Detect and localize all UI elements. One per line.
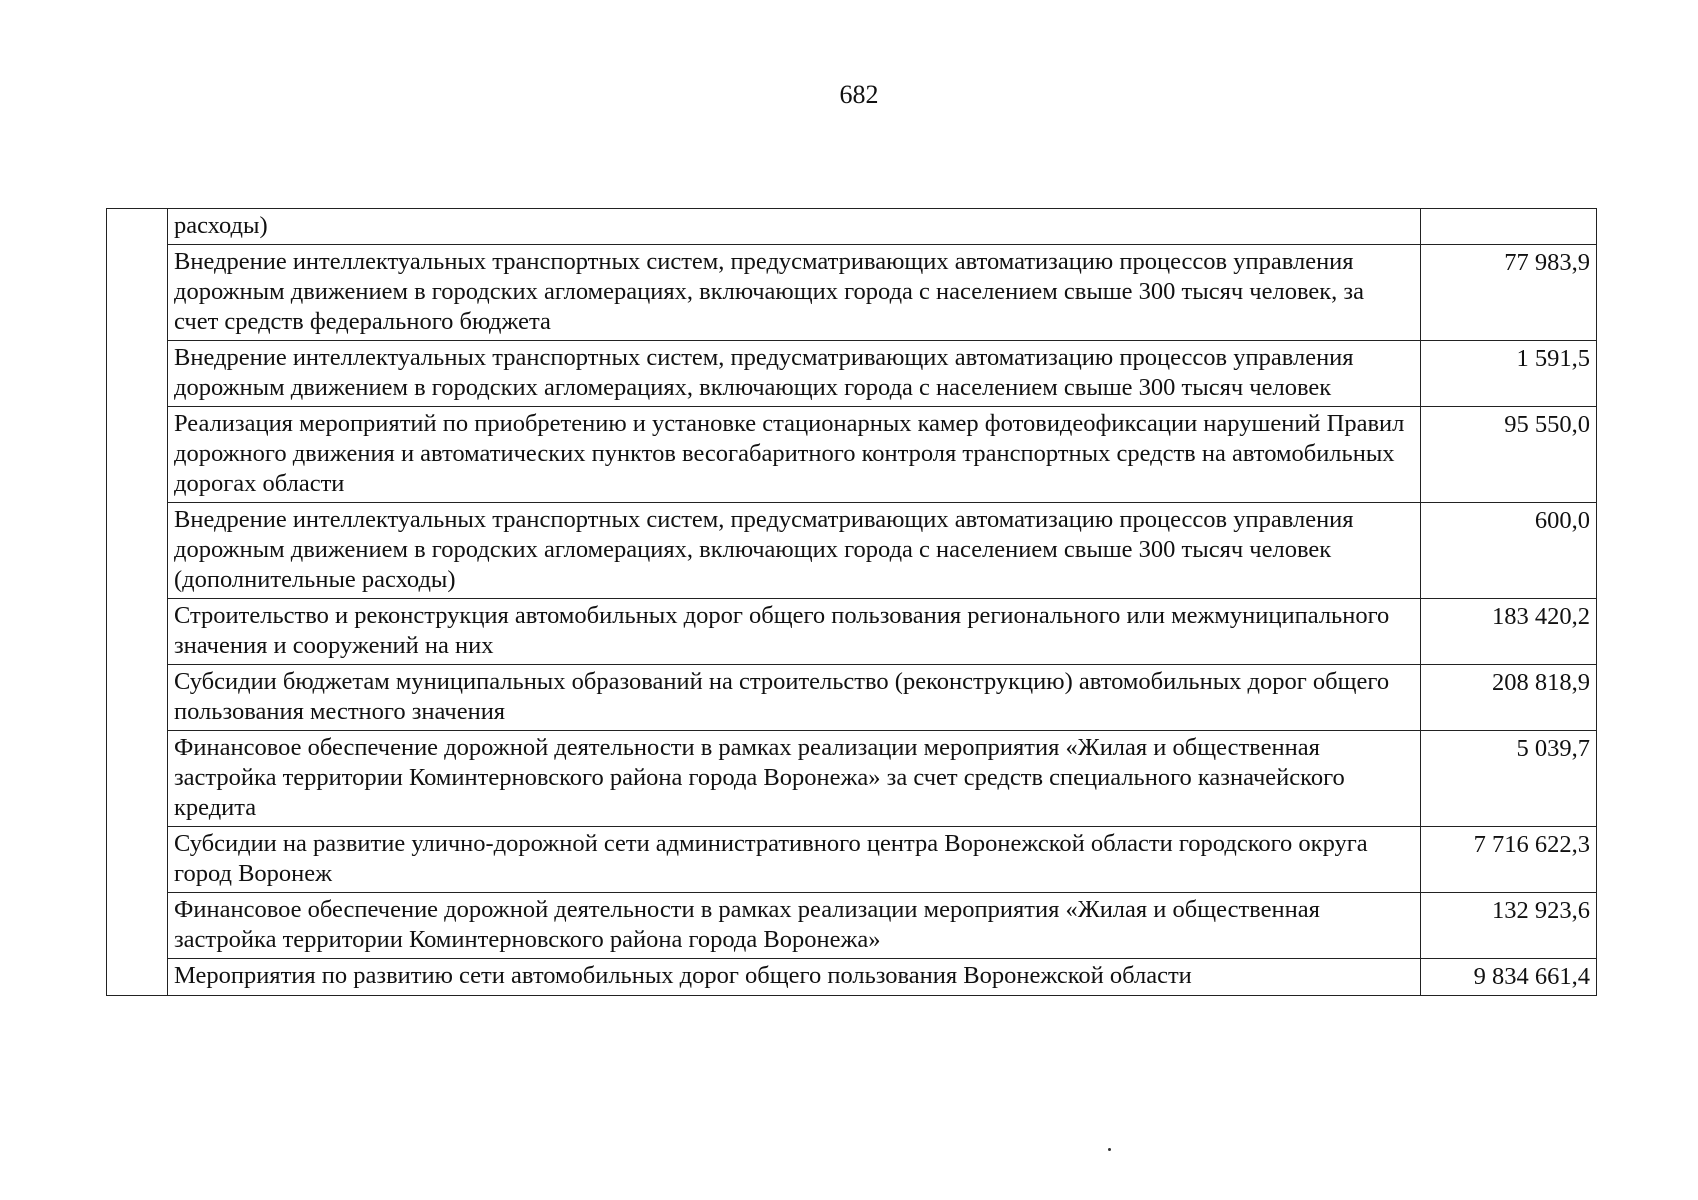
- scan-speck: [1108, 1148, 1111, 1151]
- row-description: Внедрение интеллектуальных транспортных систем, предусматривающих автоматизацию процессов управления дорожным движением в городских агломерациях, включающих города с населением свыше 300 тысяч человек: [168, 341, 1421, 407]
- row-description: Субсидии бюджетам муниципальных образований на строительство (реконструкцию) автомобильных дорог общего пользования местного значения: [168, 665, 1421, 731]
- row-description: Мероприятия по развитию сети автомобильных дорог общего пользования Воронежской области: [168, 959, 1421, 996]
- row-description: Строительство и реконструкция автомобильных дорог общего пользования регионального или межмуниципального значения и сооружений на них: [168, 599, 1421, 665]
- row-description: Реализация мероприятий по приобретению и установке стационарных камер фотовидеофиксации нарушений Правил дорожного движения и автоматических пунктов весогабаритного контроля транспортных средств на автомобильных дорогах области: [168, 407, 1421, 503]
- row-amount: 77 983,9: [1421, 245, 1597, 341]
- table-row: [107, 959, 1597, 996]
- row-amount: 5 039,7: [1421, 731, 1597, 827]
- row-amount: 600,0: [1421, 503, 1597, 599]
- row-amount: 208 818,9: [1421, 665, 1597, 731]
- row-description: расходы): [168, 209, 1421, 245]
- table-row: [107, 245, 1597, 341]
- row-amount: 1 591,5: [1421, 341, 1597, 407]
- table-row: [107, 503, 1597, 599]
- row-description: Внедрение интеллектуальных транспортных систем, предусматривающих автоматизацию процессов управления дорожным движением в городских агломерациях, включающих города с населением свыше 300 тысяч человек, за счет средств федерального бюджета: [168, 245, 1421, 341]
- table-row: [107, 827, 1597, 893]
- table-row: [107, 731, 1597, 827]
- budget-table: [106, 208, 1597, 996]
- row-amount: 183 420,2: [1421, 599, 1597, 665]
- table-row: [107, 599, 1597, 665]
- row-amount: 9 834 661,4: [1421, 959, 1597, 996]
- row-amount: 132 923,6: [1421, 893, 1597, 959]
- page-number: 682: [839, 80, 879, 109]
- row-description: Финансовое обеспечение дорожной деятельности в рамках реализации мероприятия «Жилая и общественная застройка территории Коминтерновского района города Воронежа»: [168, 893, 1421, 959]
- row-amount: 95 550,0: [1421, 407, 1597, 503]
- table-row: [107, 341, 1597, 407]
- index-column-cell: [107, 209, 168, 996]
- row-description: Финансовое обеспечение дорожной деятельности в рамках реализации мероприятия «Жилая и общественная застройка территории Коминтерновского района города Воронежа» за счет средств специального казначейского кредита: [168, 731, 1421, 827]
- table-row: [107, 665, 1597, 731]
- table-row: [107, 407, 1597, 503]
- table-row: [107, 893, 1597, 959]
- table-row: [107, 209, 1597, 245]
- row-amount: [1421, 209, 1597, 245]
- row-amount: 7 716 622,3: [1421, 827, 1597, 893]
- row-description: Субсидии на развитие улично-дорожной сети административного центра Воронежской области городского округа город Воронеж: [168, 827, 1421, 893]
- row-description: Внедрение интеллектуальных транспортных систем, предусматривающих автоматизацию процессов управления дорожным движением в городских агломерациях, включающих города с населением свыше 300 тысяч человек (дополнительные расходы): [168, 503, 1421, 599]
